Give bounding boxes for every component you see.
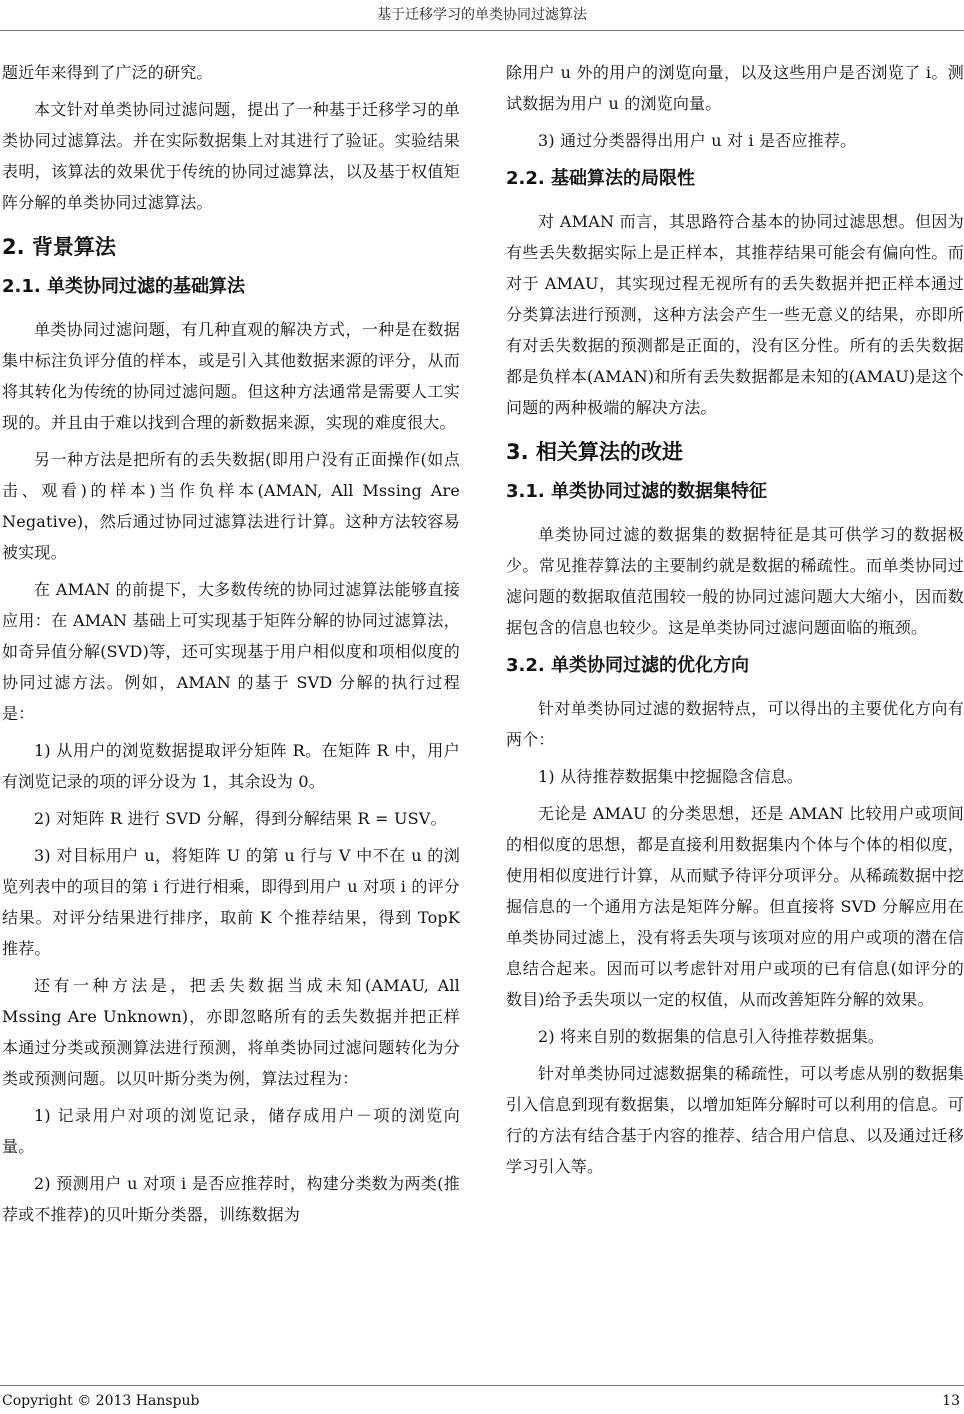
- paragraph: 还有一种方法是，把丢失数据当成未知(AMAU, All Mssing Are Unknown)，亦即忽略所有的丢失数据并把正样本通过分类或预测算法进行预测，将单类协同过滤问题转化为分类或预测问题。以贝叶斯分类为例，算法过程为：: [2, 976, 460, 1088]
- paragraph: 在 AMAN 的前提下，大多数传统的协同过滤算法能够直接应用：在 AMAN 基础上可实现基于矩阵分解的协同过滤算法，如奇异值分解(SVD)等，还可实现基于用户相似度和项相似度的协同过滤方法。例如，AMAN 的基于 SVD 分解的执行过程是：: [2, 580, 460, 723]
- paragraph: 2) 将来自别的数据集的信息引入待推荐数据集。: [538, 1027, 885, 1046]
- footer-divider: [0, 1385, 964, 1386]
- paragraph: 单类协同过滤问题，有几种直观的解决方式，一种是在数据集中标注负评分值的样本，或是引入其他数据来源的评分，从而将其转化为传统的协同过滤问题。但这种方法通常是需要人工实现的。并且由于难以找到合理的新数据来源，实现的难度很大。: [2, 320, 460, 432]
- paragraph: 对 AMAN 而言，其思路符合基本的协同过滤思想。但因为有些丢失数据实际上是正样本，其推荐结果可能会有偏向性。而对于 AMAU，其实现过程无视所有的丢失数据并把正样本通过分类算法进行预测，这种方法会产生一些无意义的结果，亦即所有对丢失数据的预测都是正面的，没有区分性。所有的丢失数据都是负样本(AMAN)和所有丢失数据都是未知的(AMAU)是这个问题的两种极端的解决方法。: [506, 212, 964, 417]
- paragraph: 3) 通过分类器得出用户 u 对 i 是否应推荐。: [538, 131, 857, 150]
- subsection-heading: 2.2. 基础算法的局限性: [506, 168, 695, 189]
- paragraph: 无论是 AMAU 的分类思想，还是 AMAN 比较用户或项间的相似度的思想，都是直接利用数据集内个体与个体的相似度，使用相似度进行计算，从而赋予待评分项评分。从稀疏数据中挖掘信息的一个通用方法是矩阵分解。但直接将 SVD 分解应用在单类协同过滤上，没有将丢失项与该项对应的用户或项的潜在信息结合起来。因而可以考虑针对用户或项的已有信息(如评分的数目)给予丢失项以一定的权值，从而改善矩阵分解的效果。: [506, 804, 964, 1009]
- paragraph: 2) 对矩阵 R 进行 SVD 分解，得到分解结果 R = USV。: [34, 809, 447, 828]
- subsection-heading: 3.2. 单类协同过滤的优化方向: [506, 655, 749, 676]
- paragraph: 针对单类协同过滤数据集的稀疏性，可以考虑从别的数据集引入信息到现有数据集，以增加矩阵分解时可以利用的信息。可行的方法有结合基于内容的推荐、结合用户信息、以及通过迁移学习引入等。: [506, 1064, 964, 1176]
- paragraph: 针对单类协同过滤的数据特点，可以得出的主要优化方向有两个：: [506, 699, 964, 749]
- paragraph: 3) 对目标用户 u，将矩阵 U 的第 u 行与 V 中不在 u 的浏览列表中的项目的第 i 行进行相乘，即得到用户 u 对项 i 的评分结果。对评分结果进行排序，取前 K 个推荐结果，得到 TopK 推荐。: [2, 846, 460, 958]
- paragraph: 单类协同过滤的数据集的数据特征是其可供学习的数据极少。常见推荐算法的主要制约就是数据的稀疏性。而单类协同过滤问题的数据取值范围较一般的协同过滤问题大大缩小，因而数据包含的信息也较少。这是单类协同过滤问题面临的瓶颈。: [506, 525, 964, 637]
- subsection-heading: 3.1. 单类协同过滤的数据集特征: [506, 481, 767, 502]
- paragraph: 本文针对单类协同过滤问题，提出了一种基于迁移学习的单类协同过滤算法。并在实际数据集上对其进行了验证。实验结果表明，该算法的效果优于传统的协同过滤算法，以及基于权值矩阵分解的单类协同过滤算法。: [2, 100, 460, 212]
- right-column: [506, 57, 964, 1188]
- running-header: 基于迁移学习的单类协同过滤算法: [377, 7, 587, 23]
- header-divider: [0, 30, 964, 31]
- page-number: 13: [942, 1393, 960, 1409]
- paragraph: 另一种方法是把所有的丢失数据(即用户没有正面操作(如点击、观看)的样本)当作负样本(AMAN, All Mssing Are Negative)，然后通过协同过滤算法进行计算。这种方法较容易被实现。: [2, 450, 460, 562]
- section-heading: 3. 相关算法的改进: [506, 440, 683, 464]
- copyright-notice: Copyright © 2013 Hanspub: [2, 1393, 200, 1409]
- paragraph: 1) 记录用户对项的浏览记录，储存成用户－项的浏览向量。: [2, 1106, 460, 1156]
- paragraph: 除用户 u 外的用户的浏览向量，以及这些用户是否浏览了 i。测试数据为用户 u 的浏览向量。: [506, 63, 964, 113]
- paragraph: 1) 从待推荐数据集中挖掘隐含信息。: [538, 767, 804, 786]
- paragraph: 2) 预测用户 u 对项 i 是否应推荐时，构建分类数为两类(推荐或不推荐)的贝叶斯分类器，训练数据为: [2, 1174, 460, 1224]
- paragraph: 1) 从用户的浏览数据提取评分矩阵 R。在矩阵 R 中，用户有浏览记录的项的评分设为 1，其余设为 0。: [2, 741, 460, 791]
- subsection-heading: 2.1. 单类协同过滤的基础算法: [2, 276, 245, 297]
- section-heading: 2. 背景算法: [2, 235, 116, 259]
- paragraph: 题近年来得到了广泛的研究。: [2, 63, 213, 82]
- left-column: [2, 57, 460, 1236]
